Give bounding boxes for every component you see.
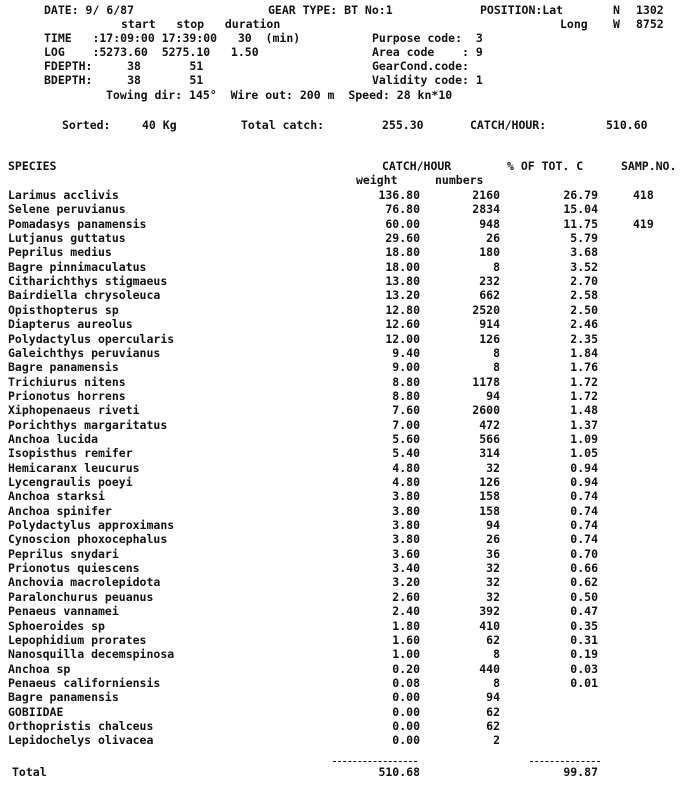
catch-numbers: 26 — [486, 532, 500, 546]
catch-weight: 0.08 — [392, 676, 420, 690]
catch-numbers: 36 — [486, 547, 500, 561]
catch-weight: 12.00 — [385, 332, 420, 346]
catch-numbers: 32 — [486, 461, 500, 475]
catch-weight: 7.00 — [392, 418, 420, 432]
species-name: Bagre panamensis — [8, 360, 119, 374]
pct-of-total: 5.79 — [570, 231, 598, 245]
sample-number: 419 — [633, 217, 654, 231]
catch-numbers: 8 — [493, 360, 500, 374]
species-name: Prionotus horrens — [8, 389, 126, 403]
pct-of-total: 1.84 — [570, 346, 598, 360]
pct-of-total: 1.05 — [570, 446, 598, 460]
catch-numbers: 94 — [486, 690, 500, 704]
weight-header: weight — [356, 173, 398, 187]
pct-of-total: 2.70 — [570, 274, 598, 288]
numbers-header: numbers — [435, 173, 484, 187]
catch-numbers: 32 — [486, 561, 500, 575]
catch-weight: 2.60 — [392, 590, 420, 604]
pct-of-total: 0.94 — [570, 475, 598, 489]
area-code: Area code : 9 — [372, 45, 483, 59]
catch-weight: 0.00 — [392, 705, 420, 719]
catch-numbers: 392 — [479, 604, 500, 618]
time-line: TIME :17:09:00 17:39:00 30 (min) — [44, 31, 301, 45]
catch-numbers: 232 — [479, 274, 500, 288]
pct-of-total: 2.58 — [570, 288, 598, 302]
pct-of-total: 0.74 — [570, 489, 598, 503]
species-name: Anchoa sp — [8, 662, 71, 676]
species-name: Bagre panamensis — [8, 690, 119, 704]
position-label: POSITION:Lat — [480, 3, 564, 17]
species-header: SPECIES — [8, 159, 57, 173]
total-weight: 510.68 — [378, 765, 420, 779]
pct-of-total: 0.62 — [570, 575, 598, 589]
catch-numbers: 914 — [479, 317, 500, 331]
catch-weight: 0.00 — [392, 690, 420, 704]
species-name: Bagre pinnimaculatus — [8, 260, 147, 274]
species-name: Galeichthys peruvianus — [8, 346, 161, 360]
species-name: Paralonchurus peuanus — [8, 590, 154, 604]
catch-weight: 13.20 — [385, 288, 420, 302]
catch-numbers: 62 — [486, 633, 500, 647]
pct-of-total: 1.37 — [570, 418, 598, 432]
pct-of-total: 0.19 — [570, 647, 598, 661]
catch-weight: 29.60 — [385, 231, 420, 245]
catch-numbers: 94 — [486, 518, 500, 532]
catch-weight: 60.00 — [385, 217, 420, 231]
species-name: Sphoeroides sp — [8, 619, 105, 633]
pct-of-total: 0.31 — [570, 633, 598, 647]
species-name: Anchovia macrolepidota — [8, 575, 161, 589]
species-name: Citharichthys stigmaeus — [8, 274, 168, 288]
pct-of-total: 11.75 — [563, 217, 598, 231]
catch-weight: 8.80 — [392, 375, 420, 389]
species-name: Anchoa spinifer — [8, 504, 112, 518]
pct-of-total: 0.74 — [570, 504, 598, 518]
species-name: Diapterus aureolus — [8, 317, 133, 331]
pct-of-total: 3.68 — [570, 245, 598, 259]
pct-of-total: 0.70 — [570, 547, 598, 561]
catch-weight: 76.80 — [385, 202, 420, 216]
pct-of-total: 2.46 — [570, 317, 598, 331]
pct-of-total: 1.48 — [570, 403, 598, 417]
species-name: Peprilus medius — [8, 245, 112, 259]
species-name: Lepidochelys olivacea — [8, 733, 154, 747]
catch-numbers: 948 — [479, 217, 500, 231]
species-name: Peprilus snydari — [8, 547, 119, 561]
catch-numbers: 158 — [479, 489, 500, 503]
catch-weight: 3.80 — [392, 489, 420, 503]
long-hemisphere: W — [613, 17, 620, 31]
catch-hour-value: 510.60 — [606, 118, 648, 132]
catch-numbers: 32 — [486, 590, 500, 604]
species-name: Penaeus vannamei — [8, 604, 119, 618]
catch-numbers: 1178 — [472, 375, 500, 389]
pct-of-total: 26.79 — [563, 188, 598, 202]
catch-numbers: 472 — [479, 418, 500, 432]
weight-total-rule — [333, 761, 417, 762]
species-name: Xiphopenaeus riveti — [8, 403, 140, 417]
catch-numbers: 410 — [479, 619, 500, 633]
catch-weight: 136.80 — [378, 188, 420, 202]
pct-of-total: 1.72 — [570, 389, 598, 403]
pct-of-total: 0.94 — [570, 461, 598, 475]
catch-numbers: 32 — [486, 575, 500, 589]
catch-numbers: 2520 — [472, 303, 500, 317]
catch-weight: 13.80 — [385, 274, 420, 288]
species-name: Nanosquilla decemspinosa — [8, 647, 175, 661]
lat-hemisphere: N — [613, 3, 620, 17]
species-name: Porichthys margaritatus — [8, 418, 168, 432]
pct-of-total: 0.74 — [570, 518, 598, 532]
catch-weight: 9.40 — [392, 346, 420, 360]
catch-numbers: 2160 — [472, 188, 500, 202]
catch-weight: 3.80 — [392, 532, 420, 546]
catch-hour-header: CATCH/HOUR — [382, 159, 452, 173]
species-name: Lepophidium prorates — [8, 633, 147, 647]
catch-numbers: 8 — [493, 647, 500, 661]
catch-weight: 12.60 — [385, 317, 420, 331]
species-name: Anchoa starksi — [8, 489, 105, 503]
total-pct: 99.87 — [563, 765, 598, 779]
catch-weight: 3.80 — [392, 518, 420, 532]
sorted-label: Sorted: — [62, 118, 111, 132]
validity-code: Validity code: 1 — [372, 73, 483, 87]
total-catch-value: 255.30 — [382, 118, 424, 132]
catch-numbers: 2834 — [472, 202, 500, 216]
catch-weight: 3.40 — [392, 561, 420, 575]
catch-weight: 9.00 — [392, 360, 420, 374]
species-name: Cynoscion phoxocephalus — [8, 532, 168, 546]
pct-of-total: 1.72 — [570, 375, 598, 389]
long-value: 8752 — [636, 17, 664, 31]
catch-numbers: 2 — [493, 733, 500, 747]
species-name: Lycengraulis poeyi — [8, 475, 133, 489]
pct-total-rule — [530, 761, 600, 762]
catch-numbers: 180 — [479, 245, 500, 259]
species-name: Isopisthus remifer — [8, 446, 133, 460]
species-name: GOBIIDAE — [8, 705, 64, 719]
species-name: Polydactylus opercularis — [8, 332, 175, 346]
species-name: Anchoa lucida — [8, 432, 99, 446]
catch-numbers: 94 — [486, 389, 500, 403]
pct-of-total: 0.01 — [570, 676, 598, 690]
purpose-code: Purpose code: 3 — [372, 31, 483, 45]
pct-of-total: 0.66 — [570, 561, 598, 575]
towing-line: Towing dir: 145° Wire out: 200 m Speed: 28 kn*10 — [106, 88, 453, 102]
pct-of-total: 0.74 — [570, 532, 598, 546]
total-catch-label: Total catch: — [241, 118, 325, 132]
gearcond-code: GearCond.code: — [372, 59, 469, 73]
date-label: DATE: 9/ 6/87 — [44, 3, 135, 17]
log-line: LOG :5273.60 5275.10 1.50 — [44, 45, 259, 59]
species-name: Prionotus quiescens — [8, 561, 140, 575]
catch-numbers: 158 — [479, 504, 500, 518]
catch-numbers: 8 — [493, 260, 500, 274]
species-name: Lutjanus guttatus — [8, 231, 126, 245]
fdepth-line: FDEPTH: 38 51 — [44, 59, 204, 73]
column-headers: start stop duration — [121, 17, 281, 31]
samp-header: SAMP.NO. — [621, 159, 677, 173]
catch-numbers: 314 — [479, 446, 500, 460]
catch-weight: 5.40 — [392, 446, 420, 460]
catch-weight: 3.80 — [392, 504, 420, 518]
pct-header: % OF TOT. C — [507, 159, 584, 173]
species-name: Selene peruvianus — [8, 202, 126, 216]
pct-of-total: 0.35 — [570, 619, 598, 633]
pct-of-total: 3.52 — [570, 260, 598, 274]
catch-numbers: 62 — [486, 719, 500, 733]
catch-weight: 3.60 — [392, 547, 420, 561]
catch-weight: 7.60 — [392, 403, 420, 417]
catch-hour-label: CATCH/HOUR: — [470, 118, 547, 132]
catch-numbers: 8 — [493, 676, 500, 690]
catch-weight: 1.80 — [392, 619, 420, 633]
catch-weight: 1.00 — [392, 647, 420, 661]
species-name: Trichiurus nitens — [8, 375, 126, 389]
pct-of-total: 15.04 — [563, 202, 598, 216]
catch-weight: 12.80 — [385, 303, 420, 317]
catch-weight: 3.20 — [392, 575, 420, 589]
species-name: Hemicaranx leucurus — [8, 461, 140, 475]
sample-number: 418 — [633, 188, 654, 202]
catch-numbers: 8 — [493, 346, 500, 360]
pct-of-total: 1.76 — [570, 360, 598, 374]
total-label: Total — [12, 765, 47, 779]
pct-of-total: 1.09 — [570, 432, 598, 446]
catch-numbers: 566 — [479, 432, 500, 446]
catch-weight: 8.80 — [392, 389, 420, 403]
catch-weight: 18.00 — [385, 260, 420, 274]
pct-of-total: 0.50 — [570, 590, 598, 604]
species-name: Larimus acclivis — [8, 188, 119, 202]
species-name: Polydactylus approximans — [8, 518, 175, 532]
catch-weight: 0.00 — [392, 733, 420, 747]
pct-of-total: 2.50 — [570, 303, 598, 317]
catch-weight: 4.80 — [392, 475, 420, 489]
catch-numbers: 662 — [479, 288, 500, 302]
catch-numbers: 62 — [486, 705, 500, 719]
catch-numbers: 126 — [479, 475, 500, 489]
species-name: Penaeus californiensis — [8, 676, 161, 690]
catch-weight: 0.00 — [392, 719, 420, 733]
species-name: Bairdiella chrysoleuca — [8, 288, 161, 302]
catch-weight: 5.60 — [392, 432, 420, 446]
catch-weight: 4.80 — [392, 461, 420, 475]
species-name: Opisthopterus sp — [8, 303, 119, 317]
catch-weight: 1.60 — [392, 633, 420, 647]
pct-of-total: 0.03 — [570, 662, 598, 676]
catch-numbers: 2600 — [472, 403, 500, 417]
lat-value: 1302 — [636, 3, 664, 17]
species-name: Orthopristis chalceus — [8, 719, 154, 733]
catch-weight: 0.20 — [392, 662, 420, 676]
long-label: Long — [560, 17, 588, 31]
bdepth-line: BDEPTH: 38 51 — [44, 73, 204, 87]
pct-of-total: 0.47 — [570, 604, 598, 618]
gear-type: GEAR TYPE: BT No:1 — [268, 3, 393, 17]
catch-weight: 2.40 — [392, 604, 420, 618]
catch-numbers: 26 — [486, 231, 500, 245]
species-name: Pomadasys panamensis — [8, 217, 147, 231]
catch-numbers: 126 — [479, 332, 500, 346]
pct-of-total: 2.35 — [570, 332, 598, 346]
sorted-value: 40 Kg — [142, 118, 177, 132]
catch-numbers: 440 — [479, 662, 500, 676]
catch-weight: 18.80 — [385, 245, 420, 259]
